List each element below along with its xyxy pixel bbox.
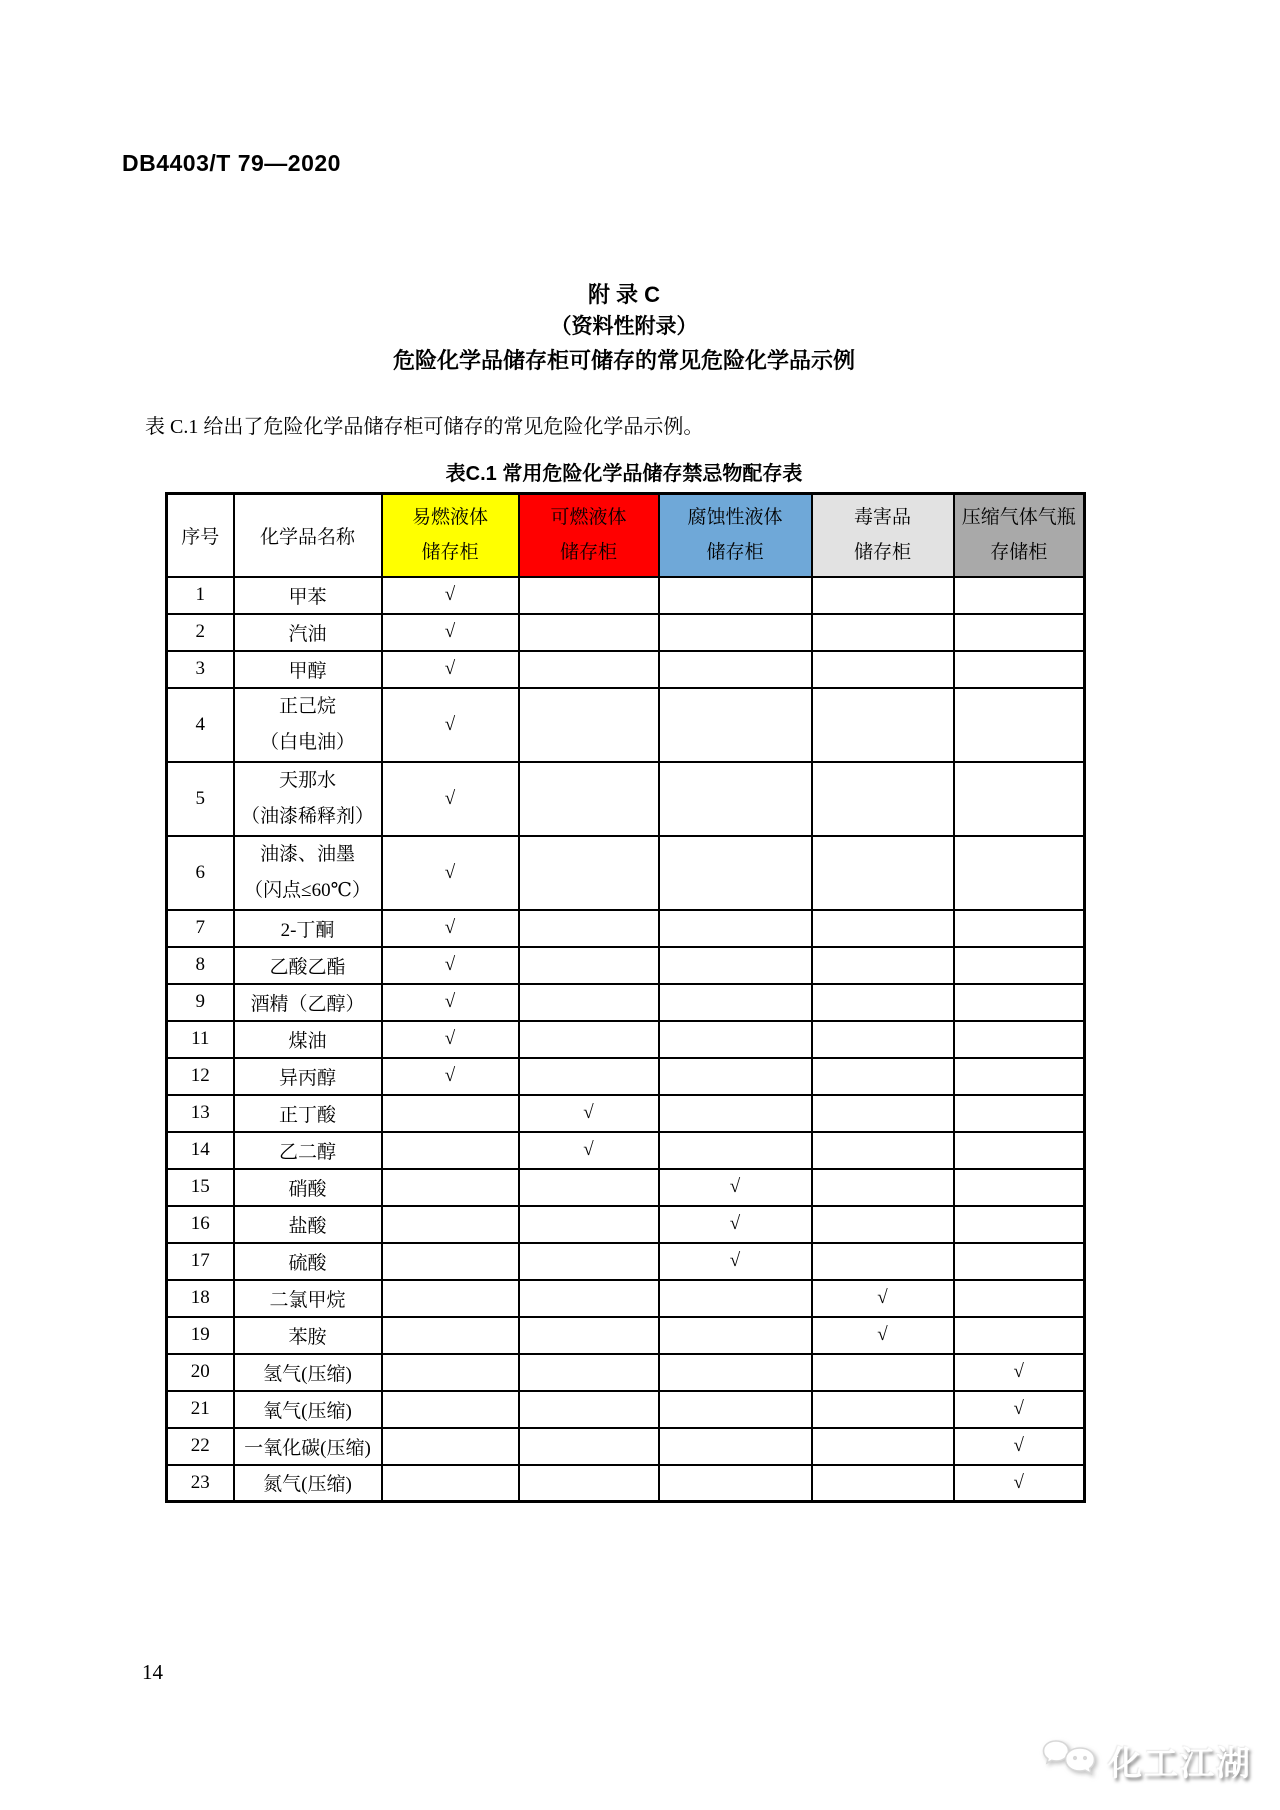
table-row: [167, 1465, 1085, 1502]
empty-cell: [519, 947, 659, 984]
check-cell: √: [659, 1206, 812, 1243]
chemical-name-cell: 乙二醇: [234, 1132, 382, 1169]
empty-cell: [519, 651, 659, 688]
empty-cell: [954, 1243, 1085, 1280]
serial-cell: 2: [167, 614, 234, 651]
empty-cell: [659, 910, 812, 947]
header-col-compressed-gas-cylinder-cabinet: 压缩气体气瓶 存储柜: [954, 494, 1085, 577]
empty-cell: [382, 1206, 519, 1243]
empty-cell: [954, 1317, 1085, 1354]
check-cell: √: [382, 910, 519, 947]
empty-cell: [812, 1354, 954, 1391]
chemical-name-cell: 氧气(压缩): [234, 1391, 382, 1428]
check-cell: √: [382, 762, 519, 836]
empty-cell: [519, 1169, 659, 1206]
intro-paragraph: 表 C.1 给出了危险化学品储存柜可储存的常见危险化学品示例。: [145, 416, 704, 438]
empty-cell: [812, 1021, 954, 1058]
check-cell: √: [382, 688, 519, 762]
empty-cell: [519, 1317, 659, 1354]
header-col-flammable-liquid-cabinet: 易燃液体 储存柜: [382, 494, 519, 577]
empty-cell: [519, 984, 659, 1021]
empty-cell: [519, 762, 659, 836]
serial-cell: 11: [167, 1021, 234, 1058]
empty-cell: [382, 1391, 519, 1428]
serial-cell: 1: [167, 577, 234, 614]
check-cell: √: [519, 1095, 659, 1132]
empty-cell: [954, 577, 1085, 614]
table-row: [167, 984, 1085, 1021]
chemical-name-cell: 煤油: [234, 1021, 382, 1058]
chemical-name-cell: 油漆、油墨 （闪点≤60℃）: [234, 836, 382, 910]
empty-cell: [954, 947, 1085, 984]
empty-cell: [519, 1391, 659, 1428]
serial-cell: 7: [167, 910, 234, 947]
empty-cell: [812, 1095, 954, 1132]
check-cell: √: [382, 577, 519, 614]
chemical-name-cell: 二氯甲烷: [234, 1280, 382, 1317]
appendix-heading: 危险化学品储存柜可储存的常见危险化学品示例: [392, 348, 855, 373]
check-cell: √: [382, 836, 519, 910]
check-cell: √: [519, 1132, 659, 1169]
check-cell: √: [954, 1465, 1085, 1502]
empty-cell: [812, 1132, 954, 1169]
table-row: [167, 1169, 1085, 1206]
table-row: [167, 1132, 1085, 1169]
empty-cell: [812, 947, 954, 984]
wechat-chat-bubbles-icon: [1042, 1738, 1100, 1783]
empty-cell: [659, 1132, 812, 1169]
empty-cell: [954, 688, 1085, 762]
table-row: [167, 1095, 1085, 1132]
empty-cell: [812, 984, 954, 1021]
table-row: [167, 688, 1085, 762]
appendix-title: 附 录 C: [587, 282, 661, 307]
check-cell: √: [812, 1317, 954, 1354]
empty-cell: [954, 1058, 1085, 1095]
table-row: [167, 1354, 1085, 1391]
check-cell: √: [954, 1391, 1085, 1428]
chemical-name-cell: 甲醇: [234, 651, 382, 688]
empty-cell: [812, 688, 954, 762]
empty-cell: [659, 1428, 812, 1465]
empty-cell: [812, 836, 954, 910]
empty-cell: [519, 1243, 659, 1280]
check-cell: √: [382, 614, 519, 651]
empty-cell: [519, 1058, 659, 1095]
empty-cell: [954, 651, 1085, 688]
chemical-name-cell: 正丁酸: [234, 1095, 382, 1132]
chemical-name-cell: 一氧化碳(压缩): [234, 1428, 382, 1465]
empty-cell: [954, 984, 1085, 1021]
empty-cell: [954, 910, 1085, 947]
check-cell: √: [382, 1021, 519, 1058]
serial-cell: 17: [167, 1243, 234, 1280]
empty-cell: [519, 1021, 659, 1058]
empty-cell: [954, 836, 1085, 910]
empty-cell: [519, 688, 659, 762]
chemical-name-cell: 苯胺: [234, 1317, 382, 1354]
document-code: DB4403/T 79—2020: [122, 150, 341, 176]
empty-cell: [954, 1132, 1085, 1169]
empty-cell: [812, 1465, 954, 1502]
table-row: [167, 1317, 1085, 1354]
empty-cell: [519, 836, 659, 910]
table-body: [167, 577, 1085, 1502]
chemical-name-cell: 汽油: [234, 614, 382, 651]
empty-cell: [519, 577, 659, 614]
empty-cell: [519, 1280, 659, 1317]
table-row: [167, 1021, 1085, 1058]
empty-cell: [382, 1317, 519, 1354]
empty-cell: [659, 614, 812, 651]
empty-cell: [382, 1243, 519, 1280]
empty-cell: [382, 1280, 519, 1317]
table-row: [167, 947, 1085, 984]
empty-cell: [659, 836, 812, 910]
empty-cell: [812, 651, 954, 688]
empty-cell: [659, 1391, 812, 1428]
check-cell: √: [659, 1169, 812, 1206]
check-cell: √: [954, 1354, 1085, 1391]
table-row: [167, 1243, 1085, 1280]
empty-cell: [812, 577, 954, 614]
check-cell: √: [382, 651, 519, 688]
header-col-corrosive-liquid-cabinet: 腐蚀性液体 储存柜: [659, 494, 812, 577]
empty-cell: [812, 1243, 954, 1280]
header-col-chemical-name: 化学品名称: [234, 494, 382, 577]
empty-cell: [954, 614, 1085, 651]
empty-cell: [659, 984, 812, 1021]
serial-cell: 6: [167, 836, 234, 910]
empty-cell: [659, 1058, 812, 1095]
chemical-name-cell: 盐酸: [234, 1206, 382, 1243]
empty-cell: [382, 1465, 519, 1502]
empty-cell: [659, 577, 812, 614]
table-row: [167, 1391, 1085, 1428]
watermark: [1042, 1736, 1252, 1785]
chemical-name-cell: 酒精（乙醇）: [234, 984, 382, 1021]
table-row: [167, 836, 1085, 910]
table-row: [167, 762, 1085, 836]
check-cell: √: [954, 1428, 1085, 1465]
empty-cell: [954, 1206, 1085, 1243]
check-cell: √: [812, 1280, 954, 1317]
empty-cell: [659, 762, 812, 836]
page-number: 14: [142, 1660, 163, 1684]
empty-cell: [954, 1169, 1085, 1206]
empty-cell: [659, 1465, 812, 1502]
table-header: [167, 494, 1085, 577]
serial-cell: 4: [167, 688, 234, 762]
empty-cell: [812, 910, 954, 947]
empty-cell: [519, 1465, 659, 1502]
serial-cell: 19: [167, 1317, 234, 1354]
empty-cell: [659, 1095, 812, 1132]
chemical-name-cell: 2-丁酮: [234, 910, 382, 947]
empty-cell: [954, 762, 1085, 836]
serial-cell: 9: [167, 984, 234, 1021]
chemical-name-cell: 氢气(压缩): [234, 1354, 382, 1391]
table-row: [167, 651, 1085, 688]
serial-cell: 18: [167, 1280, 234, 1317]
empty-cell: [812, 1058, 954, 1095]
chemical-name-cell: 硫酸: [234, 1243, 382, 1280]
empty-cell: [659, 1280, 812, 1317]
empty-cell: [659, 1021, 812, 1058]
empty-cell: [812, 1428, 954, 1465]
empty-cell: [812, 1391, 954, 1428]
empty-cell: [812, 762, 954, 836]
chemical-name-cell: 天那水 （油漆稀释剂）: [234, 762, 382, 836]
empty-cell: [659, 1354, 812, 1391]
serial-cell: 5: [167, 762, 234, 836]
check-cell: √: [659, 1243, 812, 1280]
serial-cell: 22: [167, 1428, 234, 1465]
chemical-name-cell: 氮气(压缩): [234, 1465, 382, 1502]
empty-cell: [382, 1095, 519, 1132]
serial-cell: 23: [167, 1465, 234, 1502]
watermark-label: 化工江湖: [1108, 1745, 1252, 1783]
empty-cell: [382, 1428, 519, 1465]
chemical-name-cell: 硝酸: [234, 1169, 382, 1206]
check-cell: √: [382, 947, 519, 984]
serial-cell: 20: [167, 1354, 234, 1391]
empty-cell: [954, 1280, 1085, 1317]
empty-cell: [812, 1206, 954, 1243]
check-cell: √: [382, 1058, 519, 1095]
appendix-subtitle: （资料性附录）: [550, 315, 698, 338]
empty-cell: [519, 1206, 659, 1243]
empty-cell: [659, 651, 812, 688]
serial-cell: 21: [167, 1391, 234, 1428]
empty-cell: [954, 1095, 1085, 1132]
table-row: [167, 910, 1085, 947]
table-caption: 表C.1 常用危险化学品储存禁忌物配存表: [445, 463, 803, 485]
empty-cell: [519, 1428, 659, 1465]
serial-cell: 8: [167, 947, 234, 984]
serial-cell: 15: [167, 1169, 234, 1206]
header-col-serial: 序号: [167, 494, 234, 577]
serial-cell: 14: [167, 1132, 234, 1169]
empty-cell: [519, 1354, 659, 1391]
empty-cell: [519, 614, 659, 651]
serial-cell: 12: [167, 1058, 234, 1095]
table-row: [167, 614, 1085, 651]
serial-cell: 3: [167, 651, 234, 688]
empty-cell: [519, 910, 659, 947]
serial-cell: 13: [167, 1095, 234, 1132]
empty-cell: [659, 1317, 812, 1354]
chemical-name-cell: 乙酸乙酯: [234, 947, 382, 984]
table-row: [167, 1428, 1085, 1465]
serial-cell: 16: [167, 1206, 234, 1243]
empty-cell: [659, 688, 812, 762]
empty-cell: [382, 1354, 519, 1391]
table-row: [167, 1280, 1085, 1317]
empty-cell: [382, 1169, 519, 1206]
chemical-name-cell: 正己烷 （白电油）: [234, 688, 382, 762]
empty-cell: [659, 947, 812, 984]
empty-cell: [812, 614, 954, 651]
check-cell: √: [382, 984, 519, 1021]
header-col-combustible-liquid-cabinet: 可燃液体 储存柜: [519, 494, 659, 577]
chemical-table: [165, 492, 1086, 1503]
empty-cell: [812, 1169, 954, 1206]
table-row: [167, 1206, 1085, 1243]
header-col-toxic-cabinet: 毒害品 储存柜: [812, 494, 954, 577]
header-row: [167, 494, 1085, 577]
table-row: [167, 1058, 1085, 1095]
chemical-name-cell: 甲苯: [234, 577, 382, 614]
empty-cell: [954, 1021, 1085, 1058]
table-row: [167, 577, 1085, 614]
chemical-name-cell: 异丙醇: [234, 1058, 382, 1095]
empty-cell: [382, 1132, 519, 1169]
